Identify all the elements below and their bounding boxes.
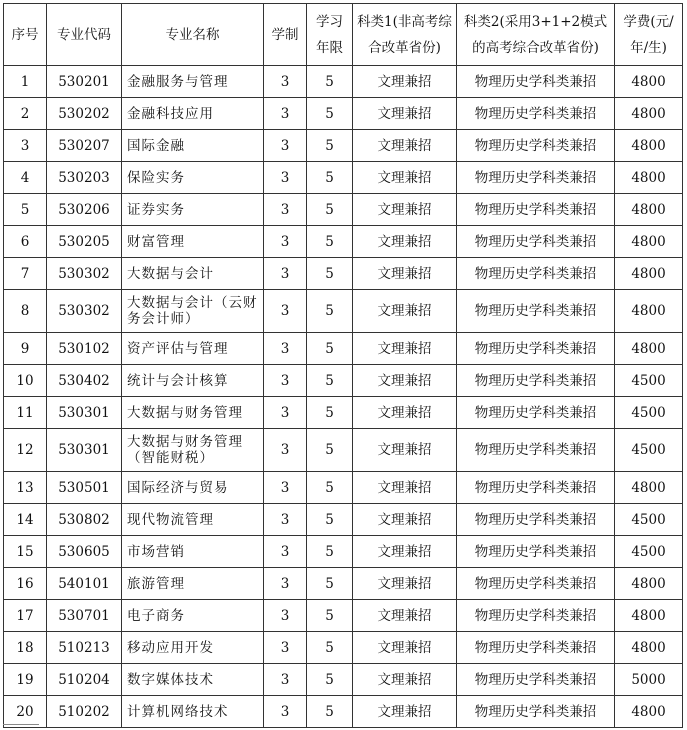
duration-cell: 3	[264, 429, 307, 472]
name-cell: 移动应用开发	[122, 632, 264, 664]
category2-cell: 物理历史学科类兼招	[457, 98, 615, 130]
serial-cell: 7	[4, 258, 47, 290]
serial-cell: 14	[4, 504, 47, 536]
duration-cell: 3	[264, 130, 307, 162]
category2-cell: 物理历史学科类兼招	[457, 696, 615, 728]
table-row	[4, 568, 683, 600]
header-category1: 科类1(非高考综合改革省份)	[353, 4, 457, 66]
category2-cell: 物理历史学科类兼招	[457, 397, 615, 429]
name-cell: 大数据与会计	[122, 258, 264, 290]
study-years-cell: 5	[307, 258, 353, 290]
serial-cell: 6	[4, 226, 47, 258]
serial-cell: 19	[4, 664, 47, 696]
category1-cell: 文理兼招	[353, 632, 457, 664]
code-cell: 530701	[47, 600, 122, 632]
study-years-cell: 5	[307, 98, 353, 130]
category2-cell: 物理历史学科类兼招	[457, 66, 615, 98]
duration-cell: 3	[264, 632, 307, 664]
name-cell: 电子商务	[122, 600, 264, 632]
duration-cell: 3	[264, 194, 307, 226]
duration-cell: 3	[264, 258, 307, 290]
name-cell: 计算机网络技术	[122, 696, 264, 728]
table-header-row	[4, 4, 683, 66]
code-cell: 530102	[47, 333, 122, 365]
fee-cell: 4800	[615, 472, 683, 504]
serial-cell: 18	[4, 632, 47, 664]
serial-cell: 15	[4, 536, 47, 568]
serial-cell: 8	[4, 290, 47, 333]
fee-cell: 4800	[615, 162, 683, 194]
study-years-cell: 5	[307, 536, 353, 568]
fee-cell: 4500	[615, 397, 683, 429]
fee-cell: 4800	[615, 632, 683, 664]
category2-cell: 物理历史学科类兼招	[457, 504, 615, 536]
table-row	[4, 66, 683, 98]
fee-cell: 4800	[615, 258, 683, 290]
name-cell: 统计与会计核算	[122, 365, 264, 397]
category2-cell: 物理历史学科类兼招	[457, 568, 615, 600]
fee-cell: 4800	[615, 333, 683, 365]
table-row	[4, 258, 683, 290]
duration-cell: 3	[264, 226, 307, 258]
fee-cell: 4800	[615, 194, 683, 226]
study-years-cell: 5	[307, 162, 353, 194]
category1-cell: 文理兼招	[353, 568, 457, 600]
category1-cell: 文理兼招	[353, 696, 457, 728]
duration-cell: 3	[264, 536, 307, 568]
serial-cell: 13	[4, 472, 47, 504]
fee-cell: 4500	[615, 429, 683, 472]
duration-cell: 3	[264, 290, 307, 333]
majors-table	[3, 3, 683, 728]
header-fee: 学费(元/年/生)	[615, 4, 683, 66]
fee-cell: 4800	[615, 290, 683, 333]
category2-cell: 物理历史学科类兼招	[457, 632, 615, 664]
fee-cell: 4800	[615, 568, 683, 600]
header-code: 专业代码	[47, 4, 122, 66]
table-row	[4, 472, 683, 504]
table-row	[4, 162, 683, 194]
category2-cell: 物理历史学科类兼招	[457, 162, 615, 194]
table-row	[4, 365, 683, 397]
category1-cell: 文理兼招	[353, 258, 457, 290]
header-name: 专业名称	[122, 4, 264, 66]
name-cell: 资产评估与管理	[122, 333, 264, 365]
header-serial: 序号	[4, 4, 47, 66]
table-row	[4, 98, 683, 130]
category2-cell: 物理历史学科类兼招	[457, 600, 615, 632]
category1-cell: 文理兼招	[353, 429, 457, 472]
name-cell: 大数据与会计（云财务会计师）	[122, 290, 264, 333]
name-cell: 财富管理	[122, 226, 264, 258]
category1-cell: 文理兼招	[353, 600, 457, 632]
serial-cell: 4	[4, 162, 47, 194]
serial-cell: 3	[4, 130, 47, 162]
fee-cell: 4800	[615, 98, 683, 130]
category1-cell: 文理兼招	[353, 98, 457, 130]
duration-cell: 3	[264, 66, 307, 98]
category2-cell: 物理历史学科类兼招	[457, 290, 615, 333]
duration-cell: 3	[264, 696, 307, 728]
fee-cell: 4800	[615, 696, 683, 728]
study-years-cell: 5	[307, 290, 353, 333]
code-cell: 530206	[47, 194, 122, 226]
serial-cell: 10	[4, 365, 47, 397]
duration-cell: 3	[264, 333, 307, 365]
name-cell: 大数据与财务管理（智能财税）	[122, 429, 264, 472]
code-cell: 530302	[47, 290, 122, 333]
name-cell: 市场营销	[122, 536, 264, 568]
code-cell: 530501	[47, 472, 122, 504]
duration-cell: 3	[264, 472, 307, 504]
header-duration: 学制	[264, 4, 307, 66]
category1-cell: 文理兼招	[353, 130, 457, 162]
category1-cell: 文理兼招	[353, 472, 457, 504]
table-row	[4, 504, 683, 536]
code-cell: 530201	[47, 66, 122, 98]
study-years-cell: 5	[307, 226, 353, 258]
study-years-cell: 5	[307, 600, 353, 632]
code-cell: 530205	[47, 226, 122, 258]
duration-cell: 3	[264, 365, 307, 397]
fee-cell: 5000	[615, 664, 683, 696]
code-cell: 530302	[47, 258, 122, 290]
name-cell: 国际金融	[122, 130, 264, 162]
category1-cell: 文理兼招	[353, 397, 457, 429]
serial-cell: 12	[4, 429, 47, 472]
category2-cell: 物理历史学科类兼招	[457, 472, 615, 504]
table-row	[4, 536, 683, 568]
table-row	[4, 333, 683, 365]
category2-cell: 物理历史学科类兼招	[457, 536, 615, 568]
study-years-cell: 5	[307, 397, 353, 429]
study-years-cell: 5	[307, 333, 353, 365]
duration-cell: 3	[264, 98, 307, 130]
code-cell: 530301	[47, 397, 122, 429]
category2-cell: 物理历史学科类兼招	[457, 226, 615, 258]
study-years-cell: 5	[307, 696, 353, 728]
study-years-cell: 5	[307, 429, 353, 472]
study-years-cell: 5	[307, 194, 353, 226]
duration-cell: 3	[264, 162, 307, 194]
code-cell: 510202	[47, 696, 122, 728]
table-row	[4, 194, 683, 226]
study-years-cell: 5	[307, 664, 353, 696]
category2-cell: 物理历史学科类兼招	[457, 194, 615, 226]
category1-cell: 文理兼招	[353, 226, 457, 258]
category1-cell: 文理兼招	[353, 290, 457, 333]
serial-cell: 9	[4, 333, 47, 365]
code-cell: 530402	[47, 365, 122, 397]
name-cell: 大数据与财务管理	[122, 397, 264, 429]
category1-cell: 文理兼招	[353, 66, 457, 98]
code-cell: 530802	[47, 504, 122, 536]
fee-cell: 4800	[615, 226, 683, 258]
header-category2: 科类2(采用3+1+2模式的高考综合改革省份)	[457, 4, 615, 66]
table-row	[4, 397, 683, 429]
study-years-cell: 5	[307, 66, 353, 98]
fee-cell: 4500	[615, 536, 683, 568]
name-cell: 现代物流管理	[122, 504, 264, 536]
category2-cell: 物理历史学科类兼招	[457, 130, 615, 162]
duration-cell: 3	[264, 664, 307, 696]
table-row	[4, 226, 683, 258]
serial-cell: 11	[4, 397, 47, 429]
code-cell: 510213	[47, 632, 122, 664]
fee-cell: 4500	[615, 504, 683, 536]
serial-cell: 2	[4, 98, 47, 130]
category2-cell: 物理历史学科类兼招	[457, 365, 615, 397]
table-row	[4, 696, 683, 728]
category2-cell: 物理历史学科类兼招	[457, 429, 615, 472]
code-cell: 530203	[47, 162, 122, 194]
serial-cell: 5	[4, 194, 47, 226]
fee-cell: 4800	[615, 66, 683, 98]
category1-cell: 文理兼招	[353, 333, 457, 365]
category1-cell: 文理兼招	[353, 162, 457, 194]
table-row	[4, 290, 683, 333]
study-years-cell: 5	[307, 365, 353, 397]
duration-cell: 3	[264, 600, 307, 632]
category1-cell: 文理兼招	[353, 194, 457, 226]
study-years-cell: 5	[307, 130, 353, 162]
code-cell: 510204	[47, 664, 122, 696]
serial-cell: 17	[4, 600, 47, 632]
table-row	[4, 130, 683, 162]
category2-cell: 物理历史学科类兼招	[457, 664, 615, 696]
category2-cell: 物理历史学科类兼招	[457, 258, 615, 290]
study-years-cell: 5	[307, 472, 353, 504]
footnote-rule	[3, 724, 39, 725]
table-row	[4, 600, 683, 632]
name-cell: 旅游管理	[122, 568, 264, 600]
fee-cell: 4800	[615, 600, 683, 632]
name-cell: 金融科技应用	[122, 98, 264, 130]
study-years-cell: 5	[307, 568, 353, 600]
code-cell: 530202	[47, 98, 122, 130]
table-row	[4, 429, 683, 472]
category1-cell: 文理兼招	[353, 504, 457, 536]
name-cell: 数字媒体技术	[122, 664, 264, 696]
code-cell: 540101	[47, 568, 122, 600]
header-study-years: 学习年限	[307, 4, 353, 66]
code-cell: 530207	[47, 130, 122, 162]
name-cell: 国际经济与贸易	[122, 472, 264, 504]
study-years-cell: 5	[307, 632, 353, 664]
fee-cell: 4800	[615, 130, 683, 162]
category1-cell: 文理兼招	[353, 664, 457, 696]
name-cell: 保险实务	[122, 162, 264, 194]
duration-cell: 3	[264, 568, 307, 600]
table-row	[4, 632, 683, 664]
name-cell: 金融服务与管理	[122, 66, 264, 98]
serial-cell: 16	[4, 568, 47, 600]
serial-cell: 1	[4, 66, 47, 98]
code-cell: 530605	[47, 536, 122, 568]
table-row	[4, 664, 683, 696]
code-cell: 530301	[47, 429, 122, 472]
serial-cell: 20	[4, 696, 47, 728]
name-cell: 证券实务	[122, 194, 264, 226]
study-years-cell: 5	[307, 504, 353, 536]
duration-cell: 3	[264, 397, 307, 429]
fee-cell: 4500	[615, 365, 683, 397]
duration-cell: 3	[264, 504, 307, 536]
category1-cell: 文理兼招	[353, 365, 457, 397]
category2-cell: 物理历史学科类兼招	[457, 333, 615, 365]
category1-cell: 文理兼招	[353, 536, 457, 568]
